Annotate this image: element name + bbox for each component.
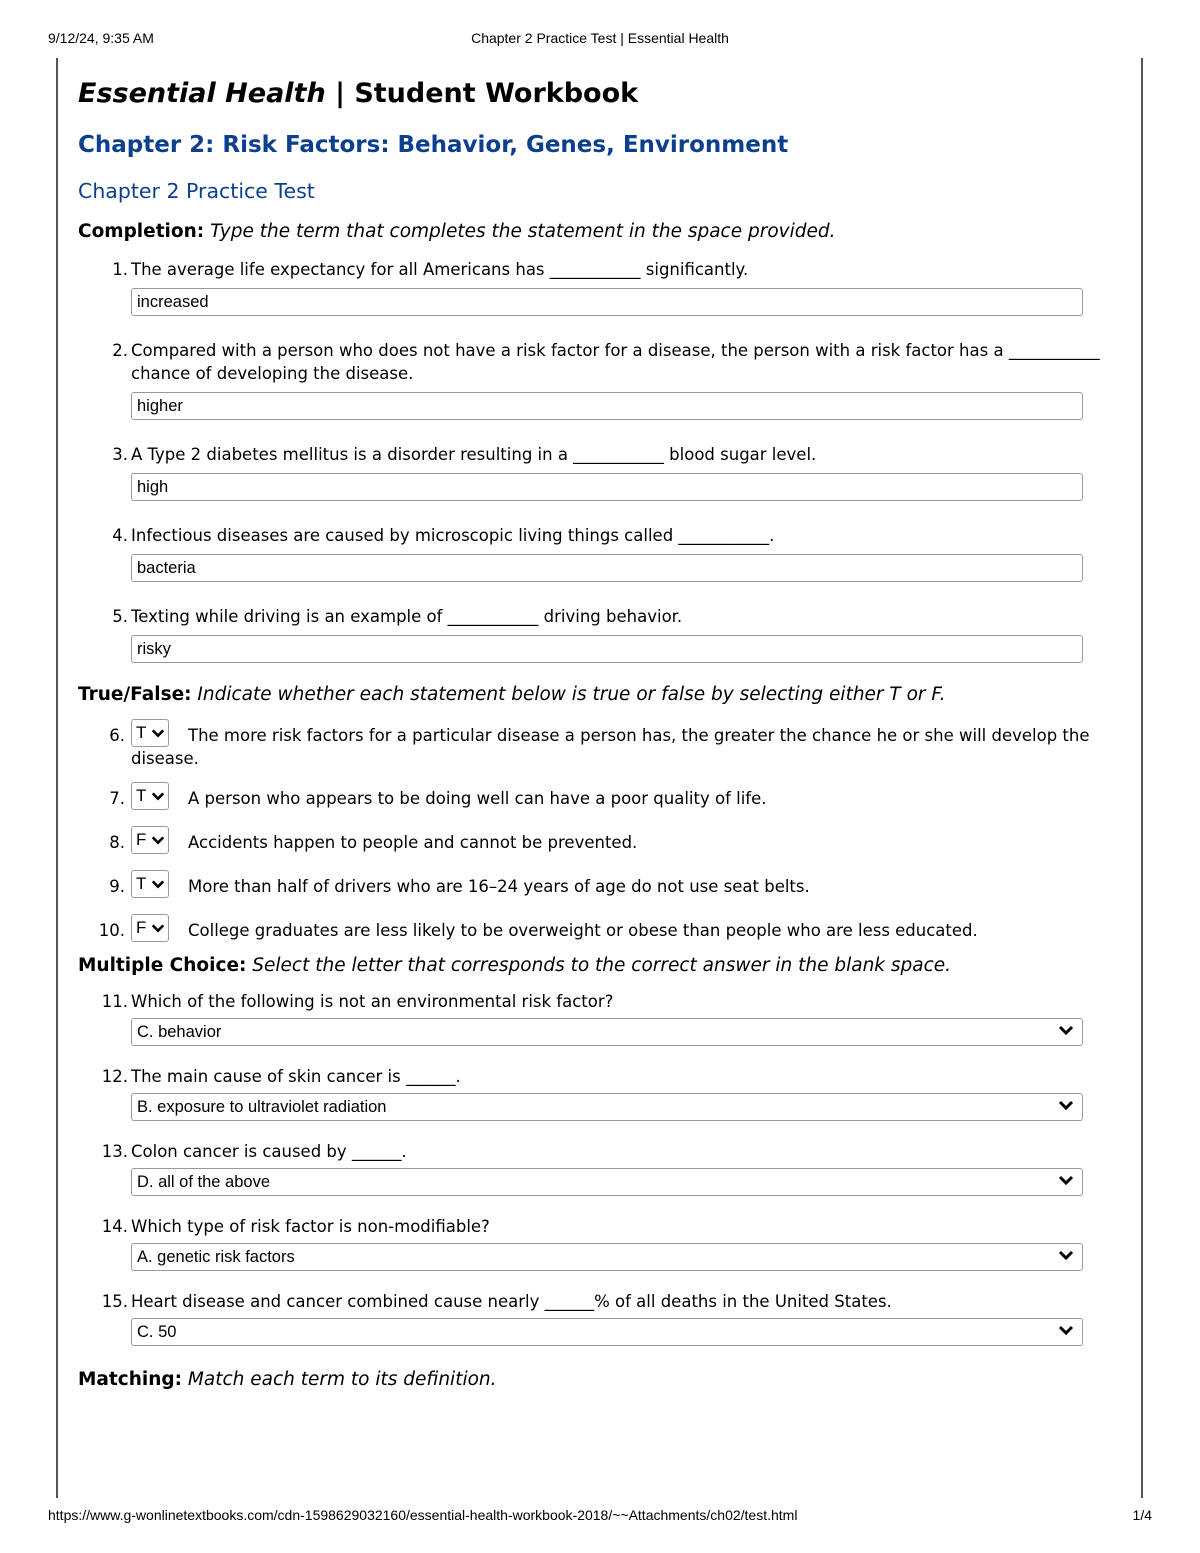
question-text: The more risk factors for a particular disease a person has, the greater the chance he or she will develop the disease. (131, 726, 1090, 768)
question-number: 4. (112, 526, 128, 545)
true-false-heading (78, 681, 1128, 709)
chevron-down-icon (151, 921, 165, 935)
selected-value: T (136, 723, 147, 742)
question-number: 15. (101, 1292, 128, 1311)
answer-select[interactable] (131, 1318, 1083, 1346)
question-11 (78, 990, 1128, 1046)
question-text: A person who appears to be doing well can have a poor quality of life. (188, 789, 767, 808)
question-12 (78, 1065, 1128, 1121)
question-number: 7. (109, 789, 125, 808)
selected-option: A. genetic risk factors (137, 1248, 295, 1266)
question-text: Heart disease and cancer combined cause nearly ______% of all deaths in the United States. (131, 1292, 892, 1311)
question-14 (78, 1215, 1128, 1271)
question-number: 10. (98, 921, 125, 940)
chevron-down-icon (1058, 1247, 1074, 1263)
print-page-number: 1/4 (1132, 1507, 1152, 1523)
frame-border-left (56, 58, 58, 1498)
question-text: Infectious diseases are caused by microscopic living things called ___________. (131, 526, 775, 545)
question-5 (78, 605, 1128, 663)
question-4 (78, 524, 1128, 582)
completion-heading (78, 218, 1128, 246)
true-false-select[interactable] (131, 782, 169, 810)
question-number: 13. (101, 1142, 128, 1161)
question-number: 8. (109, 833, 125, 852)
workbook-suffix: | Student Workbook (325, 78, 639, 109)
question-6 (78, 717, 1128, 770)
print-footer (0, 1507, 1200, 1527)
answer-input[interactable]: high (131, 473, 1083, 501)
answer-select[interactable] (131, 1093, 1083, 1121)
chevron-down-icon (1058, 1097, 1074, 1113)
question-number: 5. (112, 607, 128, 626)
question-15 (78, 1290, 1128, 1346)
true-false-select[interactable] (131, 914, 169, 942)
answer-input[interactable]: bacteria (131, 554, 1083, 582)
question-2 (78, 339, 1128, 420)
answer-input[interactable]: risky (131, 635, 1083, 663)
question-13 (78, 1140, 1128, 1196)
matching-label: Matching: (78, 1369, 183, 1390)
question-text: The main cause of skin cancer is ______. (131, 1067, 461, 1086)
print-page-title: Chapter 2 Practice Test | Essential Health (471, 30, 729, 46)
question-1 (78, 258, 1128, 316)
book-title: Essential Health (78, 78, 326, 109)
question-3 (78, 443, 1128, 501)
question-text: Accidents happen to people and cannot be prevented. (188, 833, 638, 852)
question-number: 11. (101, 992, 128, 1011)
chevron-down-icon (151, 833, 165, 847)
selected-option: C. behavior (137, 1023, 222, 1041)
question-number: 1. (112, 260, 128, 279)
question-text: Texting while driving is an example of ___________ driving behavior. (131, 607, 683, 626)
question-number: 14. (101, 1217, 128, 1236)
selected-value: F (136, 918, 147, 937)
question-text: Which of the following is not an environmental risk factor? (131, 992, 614, 1011)
question-text: More than half of drivers who are 16–24 years of age do not use seat belts. (188, 877, 810, 896)
selected-option: D. all of the above (137, 1173, 270, 1191)
selected-value: T (136, 786, 147, 805)
question-number: 12. (101, 1067, 128, 1086)
page-title (78, 74, 1128, 114)
completion-instruction: Type the term that completes the statement in the space provided. (210, 221, 836, 242)
answer-input[interactable]: increased (131, 288, 1083, 316)
frame-border-right (1141, 58, 1143, 1498)
selected-value: T (136, 874, 147, 893)
true-false-select[interactable] (131, 719, 169, 747)
question-number: 3. (112, 445, 128, 464)
chevron-down-icon (151, 789, 165, 803)
chevron-down-icon (151, 877, 165, 891)
answer-input[interactable]: higher (131, 392, 1083, 420)
chapter-title: Chapter 2: Risk Factors: Behavior, Genes, Environment (78, 132, 789, 158)
completion-label: Completion: (78, 221, 205, 242)
chevron-down-icon (1058, 1322, 1074, 1338)
multiple-choice-instruction: Select the letter that corresponds to the correct answer in the blank space. (252, 955, 952, 976)
question-number: 2. (112, 341, 128, 360)
selected-value: F (136, 830, 147, 849)
question-7 (78, 780, 1128, 810)
answer-select[interactable] (131, 1168, 1083, 1196)
multiple-choice-label: Multiple Choice: (78, 955, 247, 976)
question-number: 9. (109, 877, 125, 896)
answer-select[interactable] (131, 1018, 1083, 1046)
selected-option: B. exposure to ultraviolet radiation (137, 1098, 387, 1116)
question-text: Compared with a person who does not have a risk factor for a disease, the person with a risk factor has a ___________ chance of developing the disease. (131, 341, 1100, 383)
question-text: College graduates are less likely to be overweight or obese than people who are less educated. (188, 921, 978, 940)
question-text: Which type of risk factor is non-modifiable? (131, 1217, 490, 1236)
answer-select[interactable] (131, 1243, 1083, 1271)
question-9 (78, 868, 1128, 898)
test-title: Chapter 2 Practice Test (78, 179, 315, 203)
true-false-select[interactable] (131, 870, 169, 898)
chevron-down-icon (1058, 1172, 1074, 1188)
matching-instruction: Match each term to its definition. (187, 1369, 497, 1390)
true-false-label: True/False: (78, 684, 192, 705)
print-url: https://www.g-wonlinetextbooks.com/cdn-1598629032160/essential-health-workbook-2018/~~Attachments/ch02/test.html (48, 1507, 798, 1523)
print-header (0, 30, 1200, 50)
question-text: The average life expectancy for all Americans has ___________ significantly. (131, 260, 749, 279)
true-false-select[interactable] (131, 826, 169, 854)
chevron-down-icon (151, 726, 165, 740)
question-text: A Type 2 diabetes mellitus is a disorder resulting in a ___________ blood sugar level. (131, 445, 817, 464)
multiple-choice-heading (78, 952, 1128, 980)
question-text: Colon cancer is caused by ______. (131, 1142, 407, 1161)
selected-option: C. 50 (137, 1323, 177, 1341)
print-datetime: 9/12/24, 9:35 AM (48, 30, 154, 46)
workbook-content (78, 74, 1128, 1394)
matching-heading (78, 1366, 1128, 1394)
question-10 (78, 912, 1128, 942)
question-number: 6. (109, 726, 125, 745)
true-false-instruction: Indicate whether each statement below is true or false by selecting either T or F. (197, 684, 946, 705)
chevron-down-icon (1058, 1022, 1074, 1038)
question-8 (78, 824, 1128, 854)
